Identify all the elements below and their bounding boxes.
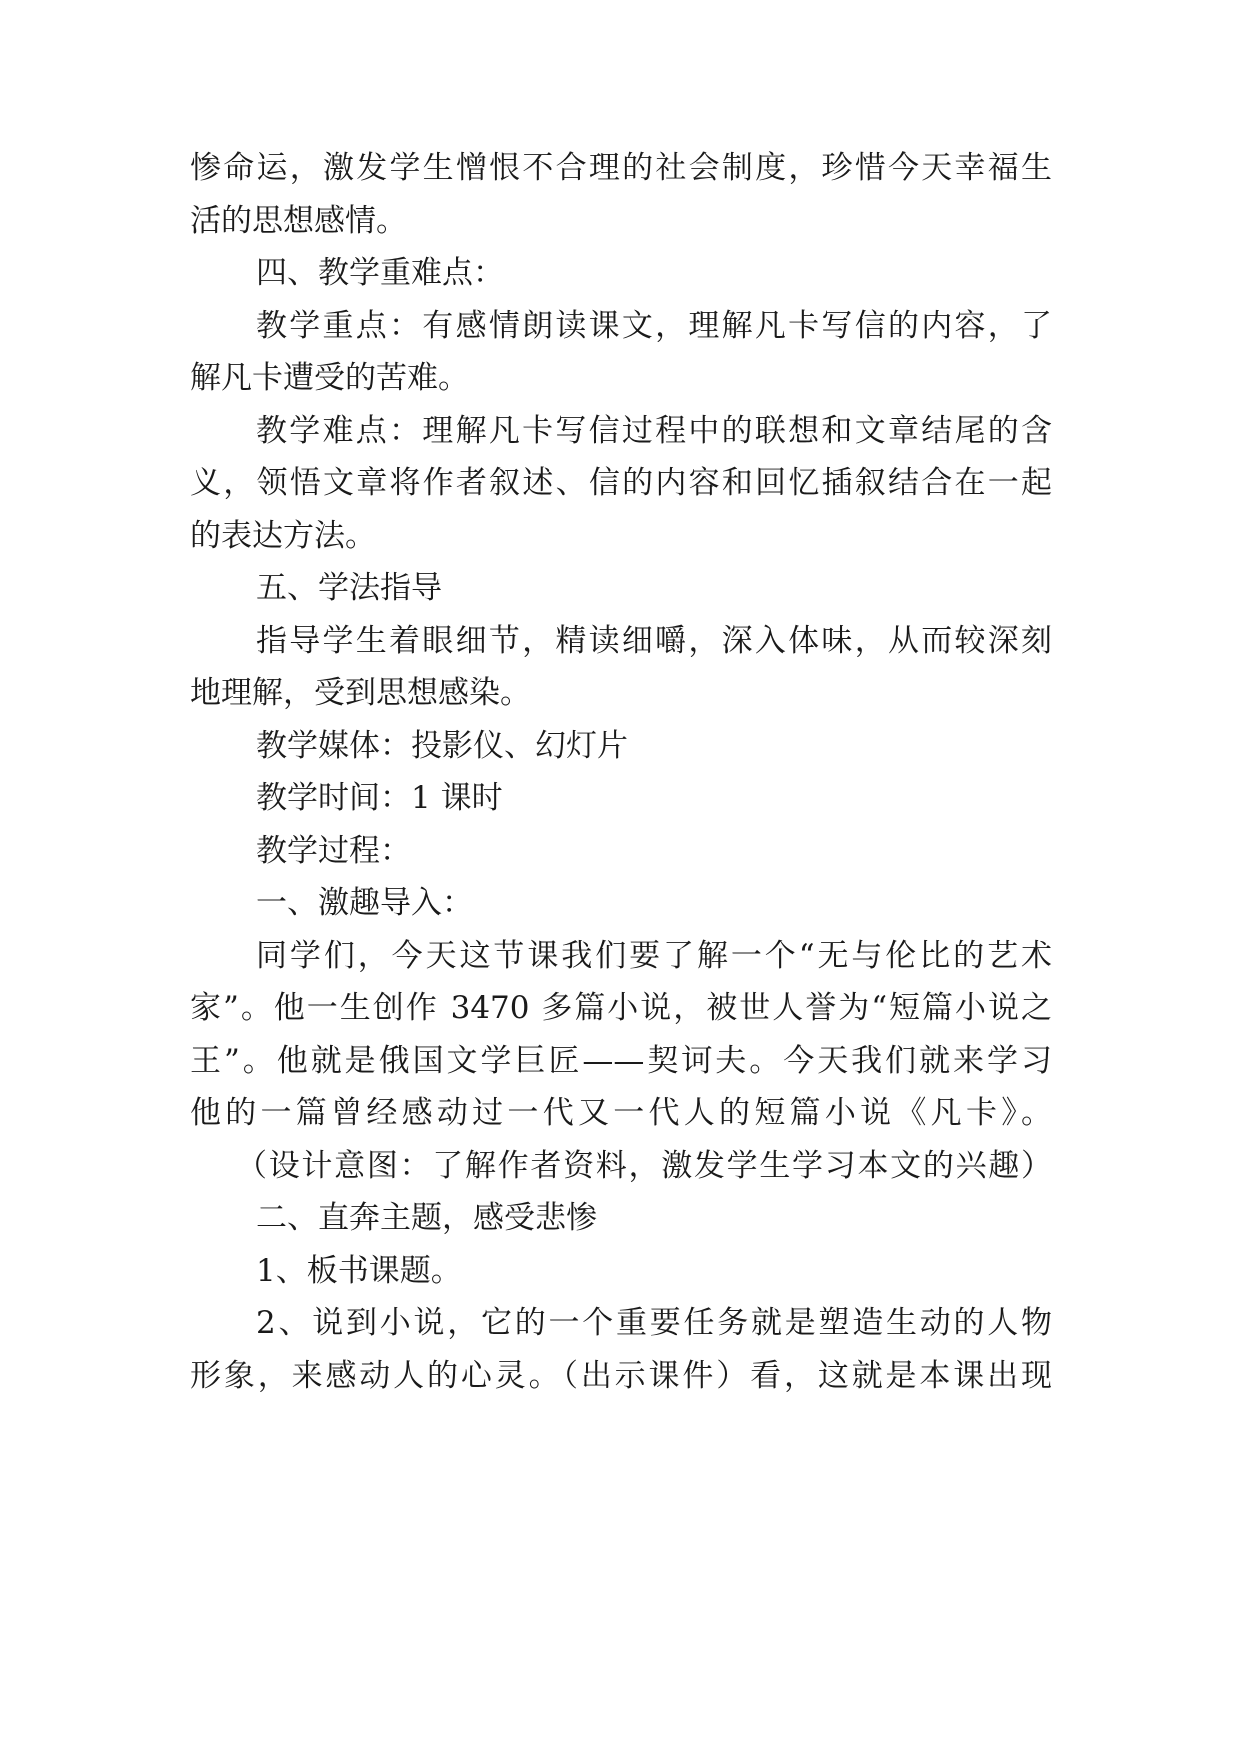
text-line: 教学媒体：投影仪、幻灯片 [256, 728, 628, 764]
text-line: 解凡卡遭受的苦难。 [190, 360, 469, 396]
text-line: 教学重点：有感情朗读课文，理解凡卡写信的内容，了 [256, 308, 1052, 344]
text-line: 地理解，受到思想感染。 [190, 675, 531, 711]
section-heading: 四、教学重难点： [256, 255, 504, 291]
text-line: 教学过程： [256, 833, 411, 869]
text-line: 同学们，今天这节课我们要了解一个“无与伦比的艺术 [256, 938, 1052, 974]
text-line: 王”。他就是俄国文学巨匠——契诃夫。今天我们就来学习 [190, 1043, 1052, 1079]
text-line: 教学难点：理解凡卡写信过程中的联想和文章结尾的含 [256, 413, 1052, 449]
text-line: 义，领悟文章将作者叙述、信的内容和回忆插叙结合在一起 [190, 465, 1052, 501]
design-note: （设计意图：了解作者资料，激发学生学习本文的兴趣） [236, 1148, 1052, 1184]
text-line: 1、板书课题。 [256, 1253, 462, 1289]
section-heading: 一、激趣导入： [256, 885, 473, 921]
text-line: 教学时间：1 课时 [256, 780, 503, 816]
text-line: 他的一篇曾经感动过一代又一代人的短篇小说《凡卡》。 [190, 1095, 1052, 1131]
text-line: 指导学生着眼细节，精读细嚼，深入体味，从而较深刻 [256, 623, 1052, 659]
text-line: 形象，来感动人的心灵。（出示课件）看，这就是本课出现 [190, 1358, 1052, 1394]
section-heading: 五、学法指导 [256, 570, 442, 606]
text-line: 惨命运，激发学生憎恨不合理的社会制度，珍惜今天幸福生 [190, 150, 1052, 186]
section-heading: 二、直奔主题，感受悲惨 [256, 1200, 597, 1236]
text-line: 家”。他一生创作 3470 多篇小说，被世人誉为“短篇小说之 [190, 990, 1052, 1026]
text-line: 的表达方法。 [190, 518, 376, 554]
text-line: 活的思想感情。 [190, 203, 407, 239]
text-line: 2、说到小说，它的一个重要任务就是塑造生动的人物 [256, 1305, 1052, 1341]
